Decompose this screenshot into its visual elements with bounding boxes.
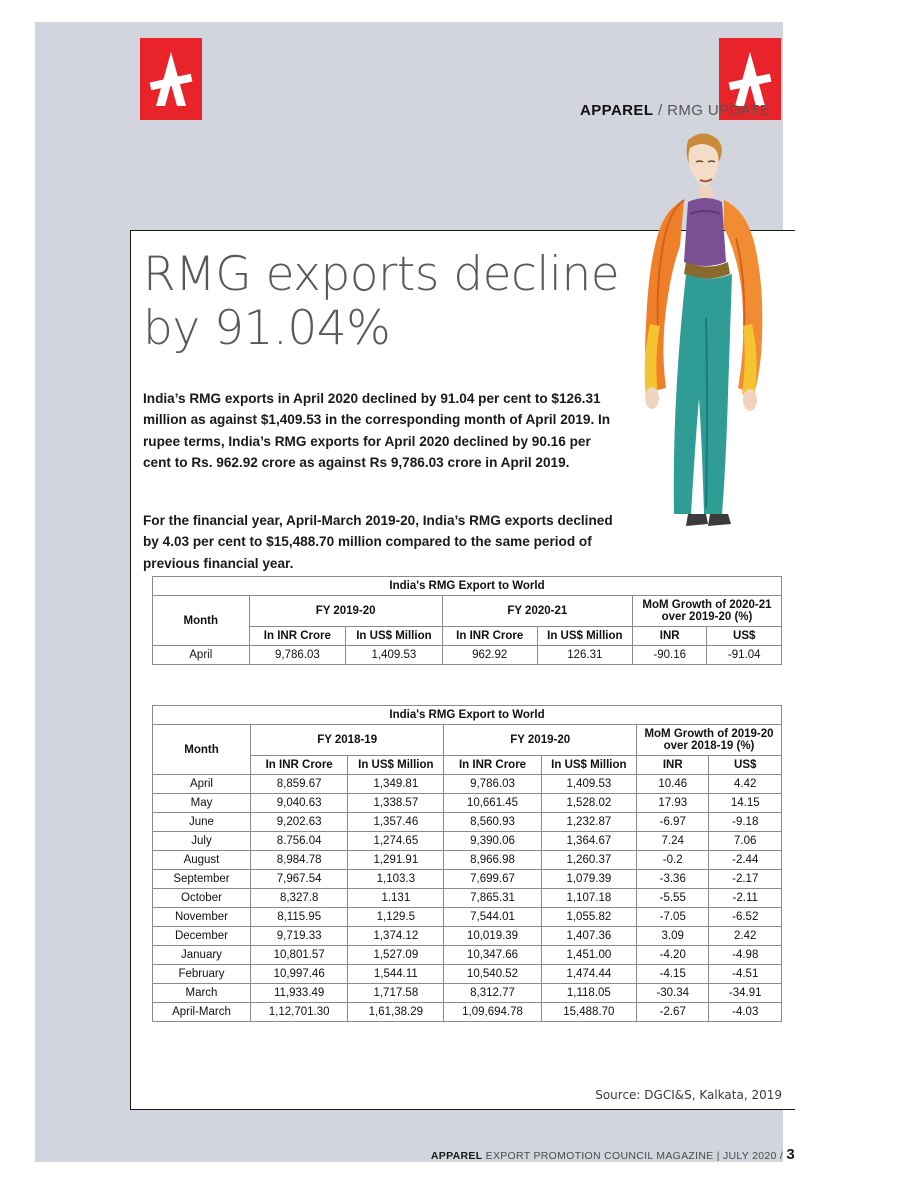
table2-row3-c5: 7.24	[637, 832, 709, 851]
footer-brand: APPAREL	[430, 1150, 483, 1162]
table2-row0-c1: 8,859.67	[250, 775, 347, 794]
table2-row11-c3: 8,312.77	[444, 984, 541, 1003]
table1-group-growth: MoM Growth of 2020-21 over 2019-20 (%)	[632, 596, 781, 627]
table1-title: India's RMG Export to World	[153, 577, 782, 596]
table-title-row	[153, 577, 782, 596]
table2-row2-month: June	[153, 813, 251, 832]
intro-paragraph-2: For the financial year, April-March 2019-20, India’s RMG exports declined by 4.03 per cent to $15,488.70 million compared to the same period of previous financial year.	[143, 512, 613, 571]
intro-paragraph-1: India’s RMG exports in April 2020 declined by 91.04 per cent to $126.31 million as against $1,409.53 in the corresponding month of April 2019. In rupee terms, India’s RMG exports for April 2020 declined by 90.16 per cent to Rs. 962.92 crore as against Rs 9,786.03 crore in April 2019.	[143, 390, 611, 471]
table2-row7-c3: 7,544.01	[444, 908, 541, 927]
table1-row0-c6: -91.04	[707, 646, 782, 665]
table2-row8-c4: 1,407.36	[541, 927, 636, 946]
table-source-note: Source: DGCI&S, Kalkata, 2019	[595, 1088, 782, 1102]
table2-group-growth: MoM Growth of 2019-20 over 2018-19 (%)	[637, 725, 782, 756]
page-title: RMG exports decline by 91.04%	[143, 247, 620, 356]
table-row	[153, 927, 782, 946]
table2-row8-month: December	[153, 927, 251, 946]
table2-row2-c6: -9.18	[709, 813, 782, 832]
table2-row0-c2: 1,349.81	[348, 775, 444, 794]
table2-total-c3: 1,09,694.78	[444, 1003, 541, 1022]
table2-total-c2: 1,61,38.29	[348, 1003, 444, 1022]
table2-subheader-0: In INR Crore	[250, 756, 347, 775]
card-rule-bottom	[130, 1109, 795, 1110]
table2-row7-c5: -7.05	[637, 908, 709, 927]
table2-row5-c5: -3.36	[637, 870, 709, 889]
table1-subheader-3: In US$ Million	[537, 627, 632, 646]
table2-row6-c2: 1.131	[348, 889, 444, 908]
table-total-row	[153, 1003, 782, 1022]
table2-total-label: April-March	[153, 1003, 251, 1022]
table-row	[153, 794, 782, 813]
table-group-header-row	[153, 725, 782, 756]
table2-row10-c6: -4.51	[709, 965, 782, 984]
table2-row1-c6: 14.15	[709, 794, 782, 813]
table2-row11-c2: 1,717.58	[348, 984, 444, 1003]
table2-row7-c1: 8,115.95	[250, 908, 347, 927]
table2-row10-month: February	[153, 965, 251, 984]
table2-row0-c6: 4.42	[709, 775, 782, 794]
table1-row0-c5: -90.16	[632, 646, 707, 665]
table2-row9-c4: 1,451.00	[541, 946, 636, 965]
table-row	[153, 965, 782, 984]
table2-row3-c2: 1,274.65	[348, 832, 444, 851]
table2-month-header: Month	[153, 725, 251, 775]
table2-row4-month: August	[153, 851, 251, 870]
table2-row6-c6: -2.11	[709, 889, 782, 908]
table2-row8-c1: 9,719.33	[250, 927, 347, 946]
table2-subheader-2: In INR Crore	[444, 756, 541, 775]
masthead-section: RMG UPDATE	[667, 102, 770, 119]
table2-row4-c3: 8,966.98	[444, 851, 541, 870]
table2-row8-c2: 1,374.12	[348, 927, 444, 946]
table2-row2-c1: 9,202.63	[250, 813, 347, 832]
table2-row2-c4: 1,232.87	[541, 813, 636, 832]
logo-a-icon	[140, 38, 202, 120]
table-row	[153, 851, 782, 870]
table2-total-c6: -4.03	[709, 1003, 782, 1022]
table2-total-c1: 1,12,701.30	[250, 1003, 347, 1022]
table2-row11-c1: 11,933.49	[250, 984, 347, 1003]
table2-subheader-3: In US$ Million	[541, 756, 636, 775]
masthead-separator: /	[653, 102, 668, 119]
masthead	[400, 102, 770, 119]
table2-row9-month: January	[153, 946, 251, 965]
table2-row3-c3: 9,390.06	[444, 832, 541, 851]
table2-row4-c6: -2.44	[709, 851, 782, 870]
table2-group-fy1: FY 2018-19	[250, 725, 443, 756]
table2-row1-c4: 1,528.02	[541, 794, 636, 813]
table2-row10-c1: 10,997.46	[250, 965, 347, 984]
rmg-export-table-2020-21	[152, 576, 782, 665]
table2-subheader-4: INR	[637, 756, 709, 775]
table-row	[153, 870, 782, 889]
table2-row1-c1: 9,040.63	[250, 794, 347, 813]
table-group-header-row	[153, 596, 782, 627]
table2-row5-c4: 1,079.39	[541, 870, 636, 889]
table2-row8-c5: 3.09	[637, 927, 709, 946]
table2-row2-c3: 8,560.93	[444, 813, 541, 832]
table2-row1-c5: 17.93	[637, 794, 709, 813]
table2-row1-c2: 1,338.57	[348, 794, 444, 813]
table2-subheader-5: US$	[709, 756, 782, 775]
table1-group-fy1: FY 2019-20	[249, 596, 442, 627]
table1-subheader-5: US$	[707, 627, 782, 646]
table2-row10-c2: 1,544.11	[348, 965, 444, 984]
table2-row11-c4: 1,118.05	[541, 984, 636, 1003]
table2-total-c4: 15,488.70	[541, 1003, 636, 1022]
card-rule-left	[130, 230, 131, 1110]
footer-text: EXPORT PROMOTION COUNCIL MAGAZINE | JULY 2020 /	[482, 1150, 787, 1162]
table2-row5-c1: 7,967.54	[250, 870, 347, 889]
table2-row6-month: October	[153, 889, 251, 908]
table2-row5-c2: 1,103.3	[348, 870, 444, 889]
table2-row3-c4: 1,364.67	[541, 832, 636, 851]
table-row	[153, 984, 782, 1003]
table-row	[153, 832, 782, 851]
table2-row3-month: July	[153, 832, 251, 851]
table1-row0-month: April	[153, 646, 250, 665]
page-footer	[300, 1146, 795, 1163]
table2-row0-c4: 1,409.53	[541, 775, 636, 794]
table2-row10-c5: -4.15	[637, 965, 709, 984]
table2-row11-c5: -30.34	[637, 984, 709, 1003]
table1-subheader-4: INR	[632, 627, 707, 646]
table2-row8-c3: 10,019.39	[444, 927, 541, 946]
table2-row7-c2: 1,129.5	[348, 908, 444, 927]
table2-row6-c3: 7,865.31	[444, 889, 541, 908]
table2-row7-month: November	[153, 908, 251, 927]
table-row	[153, 775, 782, 794]
table2-row4-c4: 1,260.37	[541, 851, 636, 870]
table2-row9-c2: 1,527.09	[348, 946, 444, 965]
table2-subheader-1: In US$ Million	[348, 756, 444, 775]
table2-total-c5: -2.67	[637, 1003, 709, 1022]
table2-title: India's RMG Export to World	[153, 706, 782, 725]
table1-row0-c3: 962.92	[442, 646, 537, 665]
table-row	[153, 946, 782, 965]
table-row	[153, 908, 782, 927]
table-title-row	[153, 706, 782, 725]
table2-row9-c5: -4.20	[637, 946, 709, 965]
table1-row0-c1: 9,786.03	[249, 646, 346, 665]
table2-row7-c4: 1,055.82	[541, 908, 636, 927]
table2-row10-c4: 1,474.44	[541, 965, 636, 984]
table1-month-header: Month	[153, 596, 250, 646]
table2-row4-c1: 8,984.78	[250, 851, 347, 870]
table2-row0-c5: 10.46	[637, 775, 709, 794]
table2-row11-month: March	[153, 984, 251, 1003]
table-row	[153, 813, 782, 832]
table2-row6-c1: 8,327.8	[250, 889, 347, 908]
table2-row10-c3: 10,540.52	[444, 965, 541, 984]
table2-row1-c3: 10,661.45	[444, 794, 541, 813]
table1-subheader-1: In US$ Million	[346, 627, 443, 646]
table2-row7-c6: -6.52	[709, 908, 782, 927]
table2-row9-c6: -4.98	[709, 946, 782, 965]
table2-row1-month: May	[153, 794, 251, 813]
table2-row0-month: April	[153, 775, 251, 794]
table2-row8-c6: 2.42	[709, 927, 782, 946]
masthead-brand: APPAREL	[580, 102, 654, 119]
table2-row5-c6: -2.17	[709, 870, 782, 889]
table2-row9-c1: 10,801.57	[250, 946, 347, 965]
table1-row0-c2: 1,409.53	[346, 646, 443, 665]
table2-row3-c6: 7.06	[709, 832, 782, 851]
table1-subheader-0: In INR Crore	[249, 627, 346, 646]
table2-group-fy2: FY 2019-20	[444, 725, 637, 756]
page-right-white-margin	[783, 22, 874, 1162]
fashion-illustration	[610, 118, 795, 568]
table-row	[153, 646, 782, 665]
page-number: 3	[786, 1146, 795, 1163]
table2-row4-c5: -0.2	[637, 851, 709, 870]
table2-row5-month: September	[153, 870, 251, 889]
table2-row3-c1: 8.756.04	[250, 832, 347, 851]
table1-subheader-2: In INR Crore	[442, 627, 537, 646]
table2-row6-c5: -5.55	[637, 889, 709, 908]
table2-row11-c6: -34.91	[709, 984, 782, 1003]
aepc-logo-left	[140, 38, 202, 120]
table2-row6-c4: 1,107.18	[541, 889, 636, 908]
table2-row9-c3: 10,347.66	[444, 946, 541, 965]
table-row	[153, 889, 782, 908]
table2-row5-c3: 7,699.67	[444, 870, 541, 889]
table1-group-fy2: FY 2020-21	[442, 596, 632, 627]
table2-row4-c2: 1,291.91	[348, 851, 444, 870]
table2-row2-c2: 1,357.46	[348, 813, 444, 832]
table2-row2-c5: -6.97	[637, 813, 709, 832]
table1-row0-c4: 126.31	[537, 646, 632, 665]
table2-row0-c3: 9,786.03	[444, 775, 541, 794]
rmg-export-table-2019-20	[152, 705, 782, 1022]
